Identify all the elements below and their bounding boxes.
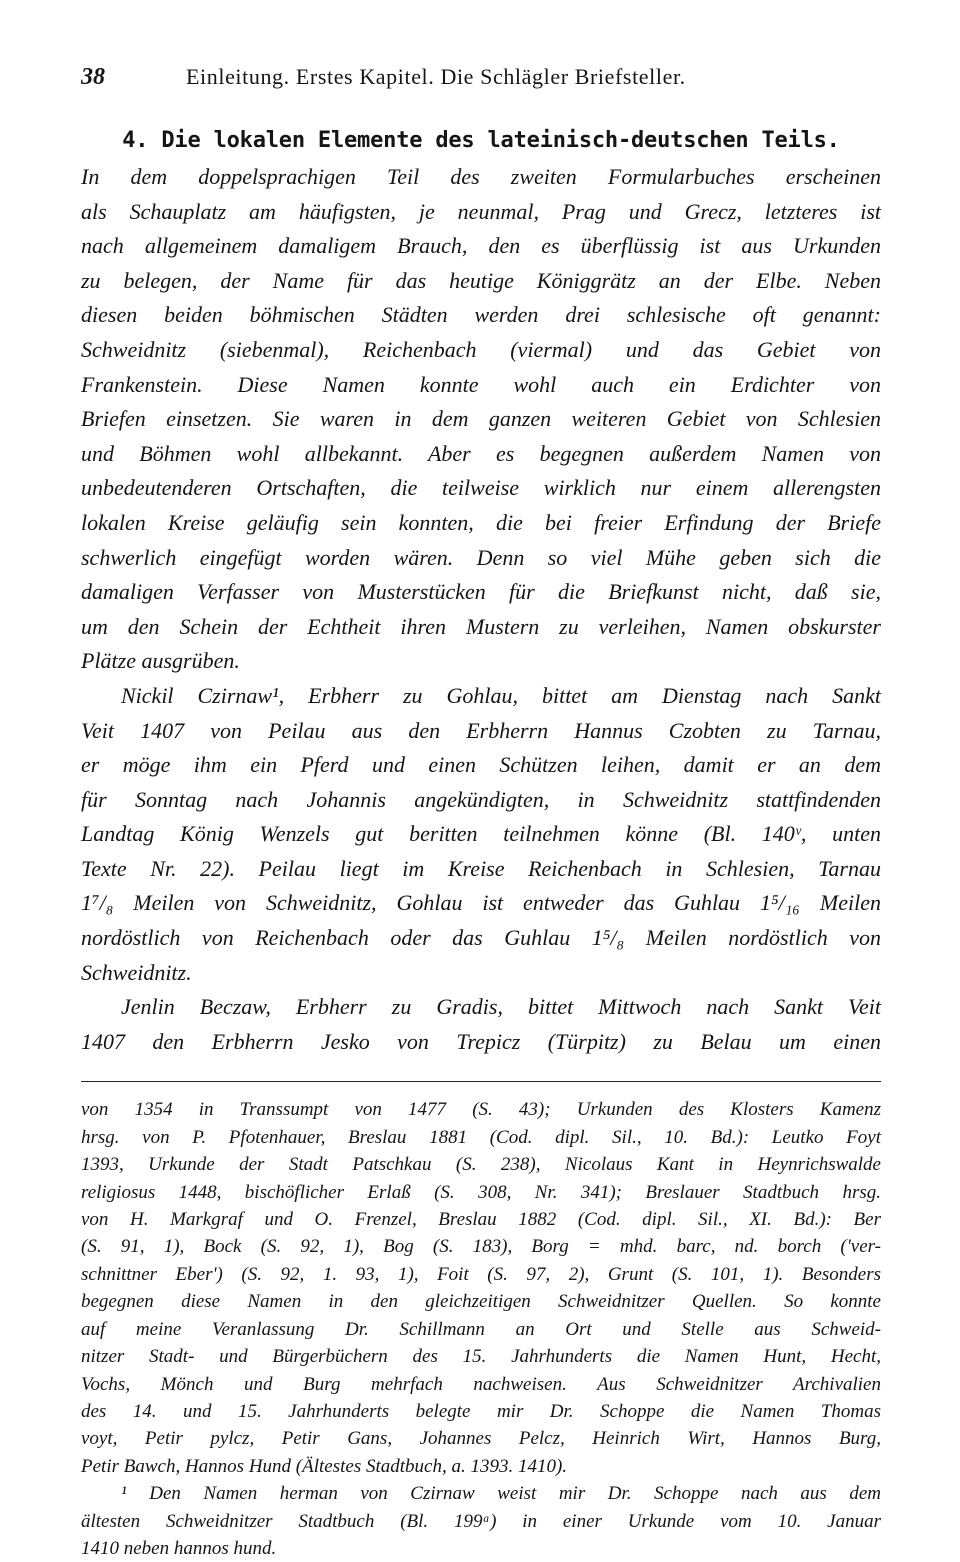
text-line: Veit 1407 von Peilau aus den Erbherrn Hannus Czobten zu Tarnau,	[81, 717, 881, 743]
footnote-line: voyt, Petir pylcz, Petir Gans, Johannes Pelcz, Heinrich Wirt, Hannos Burg,	[81, 1428, 881, 1450]
text-line: für Sonntag nach Johannis angekündigten, in Schweidnitz stattfindenden	[81, 786, 881, 812]
footnote-line: begegnen diese Namen in den gleichzeitigen Schweidnitzer Quellen. So konnte	[81, 1291, 881, 1313]
text-line: diesen beiden böhmischen Städten werden drei schlesische oft genannt:	[81, 302, 881, 328]
text-line: Briefen einsetzen. Sie waren in dem ganzen weiteren Gebiet von Schlesien	[81, 406, 881, 432]
text-line: zu belegen, der Name für das heutige Königgrätz an der Elbe. Neben	[81, 267, 881, 293]
text-line: nach allgemeinem damaligem Brauch, den es überflüssig ist aus Urkunden	[81, 233, 881, 259]
text-line: damaligen Verfasser von Musterstücken für die Briefkunst nicht, daß sie,	[81, 579, 881, 605]
running-title: Einleitung. Erstes Kapitel. Die Schlägler Briefsteller.	[186, 64, 686, 89]
footnote-line: Petir Bawch, Hannos Hund (Ältestes Stadtbuch, a. 1393. 1410).	[81, 1455, 568, 1477]
text-line: schwerlich eingefügt worden wären. Denn so viel Mühe geben sich die	[81, 544, 881, 570]
page-number: 38	[81, 64, 105, 90]
text-line: 1⁷/₈ Meilen von Schweidnitz, Gohlau ist entweder das Guhlau 1⁵/₁₆ Meilen	[81, 890, 881, 916]
footnote-line: (S. 91, 1), Bock (S. 92, 1), Bog (S. 183), Borg = mhd. barc, nd. borch ('ver-	[81, 1236, 881, 1258]
text-line: Plätze ausgrüben.	[81, 648, 240, 674]
text-line: Frankenstein. Diese Namen konnte wohl auch ein Erdichter von	[81, 371, 881, 397]
footnote-line: nitzer Stadt- und Bürgerbüchern des 15. Jahrhunderts die Namen Hunt, Hecht,	[81, 1346, 881, 1368]
text-line: Schweidnitz (siebenmal), Reichenbach (viermal) und das Gebiet von	[81, 336, 881, 362]
footnote-line: von 1354 in Transsumpt von 1477 (S. 43); Urkunden des Klosters Kamenz	[81, 1099, 881, 1121]
footnotes	[81, 1096, 881, 1562]
text-line: als Schauplatz am häufigsten, je neunmal, Prag und Grecz, letzteres ist	[81, 198, 881, 224]
text-line: und Böhmen wohl allbekannt. Aber es begegnen außerdem Namen von	[81, 440, 881, 466]
section-heading: 4. Die lokalen Elemente des lateinisch-deutschen Teils.	[122, 128, 840, 153]
footnote-line: auf meine Veranlassung Dr. Schillmann an Ort und Stelle aus Schweid-	[81, 1318, 881, 1340]
footnote-line: ¹ Den Namen herman von Czirnaw weist mir Dr. Schoppe nach aus dem	[121, 1483, 881, 1505]
book-page	[81, 62, 881, 1562]
footnote-line: religiosus 1448, bischöflicher Erlaß (S. 308, Nr. 341); Breslauer Stadtbuch hrsg.	[81, 1181, 881, 1203]
footnote-line: Vochs, Mönch und Burg mehrfach nachweisen. Aus Schweidnitzer Archivalien	[81, 1373, 881, 1395]
running-head	[81, 62, 881, 96]
text-line: In dem doppelsprachigen Teil des zweiten Formularbuches erscheinen	[81, 164, 881, 189]
main-text	[81, 160, 881, 1059]
text-line: um den Schein der Echtheit ihren Mustern zu verleihen, Namen obskurster	[81, 613, 881, 639]
text-line: nordöstlich von Reichenbach oder das Guhlau 1⁵/₈ Meilen nordöstlich von	[81, 925, 881, 951]
footnote-line: 1393, Urkunde der Stadt Patschkau (S. 238), Nicolaus Kant in Heynrichswalde	[81, 1154, 881, 1176]
footnote-line: ältesten Schweidnitzer Stadtbuch (Bl. 199ᵃ) in einer Urkunde vom 10. Januar	[81, 1510, 881, 1532]
text-line: Jenlin Beczaw, Erbherr zu Gradis, bittet Mittwoch nach Sankt Veit	[121, 994, 881, 1020]
footnote-line: schnittner Eber') (S. 92, 1. 93, 1), Foit (S. 97, 2), Grunt (S. 101, 1). Besonders	[81, 1263, 881, 1285]
text-line: Landtag König Wenzels gut beritten teilnehmen könne (Bl. 140ᵛ, unten	[81, 821, 881, 847]
footnote-line: 1410 neben hannos hund.	[81, 1537, 277, 1559]
text-line: Nickil Czirnaw¹, Erbherr zu Gohlau, bittet am Dienstag nach Sankt	[121, 682, 881, 708]
text-line: Schweidnitz.	[81, 959, 192, 985]
footnote-separator	[81, 1081, 881, 1082]
text-line: er möge ihm ein Pferd und einen Schützen leihen, damit er an dem	[81, 752, 881, 778]
text-line: unbedeutenderen Ortschaften, die teilweise wirklich nur einem allerengsten	[81, 475, 881, 501]
text-line: 1407 den Erbherrn Jesko von Trepicz (Türpitz) zu Belau um einen	[81, 1028, 881, 1054]
footnote-line: von H. Markgraf und O. Frenzel, Breslau 1882 (Cod. dipl. Sil., XI. Bd.): Ber	[81, 1209, 881, 1231]
footnote-line: des 14. und 15. Jahrhunderts belegte mir Dr. Schoppe die Namen Thomas	[81, 1400, 881, 1422]
text-line: Texte Nr. 22). Peilau liegt im Kreise Reichenbach in Schlesien, Tarnau	[81, 855, 881, 881]
text-line: lokalen Kreise geläufig sein konnten, die bei freier Erfindung der Briefe	[81, 509, 881, 535]
footnote-line: hrsg. von P. Pfotenhauer, Breslau 1881 (Cod. dipl. Sil., 10. Bd.): Leutko Foyt	[81, 1126, 881, 1148]
